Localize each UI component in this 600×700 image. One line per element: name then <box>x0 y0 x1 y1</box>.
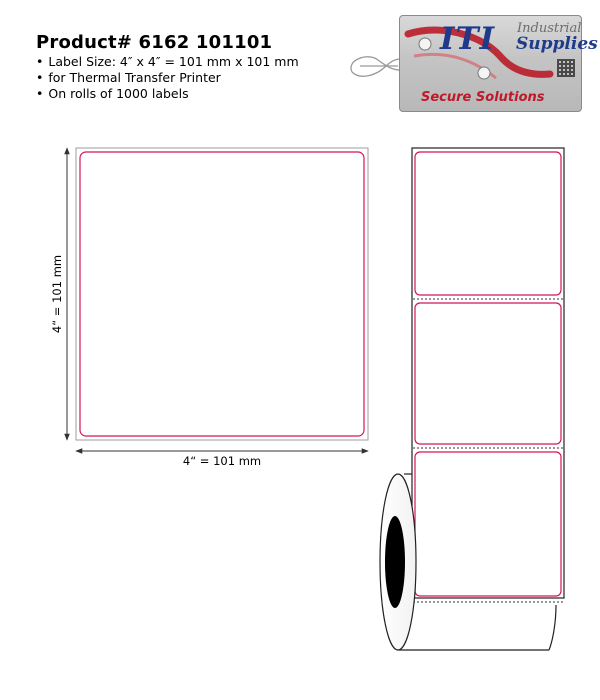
label-roll <box>380 148 564 650</box>
roll-label-2 <box>415 303 561 444</box>
qr-code-icon <box>557 59 575 77</box>
product-title: Product# 6162 101101 <box>36 32 273 53</box>
spec-label-size: • Label Size: 4″ x 4″ = 101 mm x 101 mm <box>36 54 299 70</box>
logo-word-bottom: Supplies <box>516 34 598 54</box>
width-dimension-label: 4“ = 101 mm <box>182 454 262 468</box>
roll-label-1 <box>415 152 561 295</box>
label-die-cut-outline <box>80 152 364 436</box>
iti-logo <box>399 15 598 112</box>
roll-label-3 <box>415 452 561 596</box>
label-front-view <box>76 148 368 440</box>
height-dimension-label: 4“ = 101 mm <box>50 254 64 334</box>
logo-word-top: Industrial <box>517 21 582 36</box>
logo-brand: ITI <box>440 21 496 57</box>
roll-core <box>385 516 405 608</box>
spec-roll-quantity: • On rolls of 1000 labels <box>36 86 299 102</box>
logo-tagline: Secure Solutions <box>421 90 545 105</box>
spec-printer-type: • for Thermal Transfer Printer <box>36 70 299 86</box>
